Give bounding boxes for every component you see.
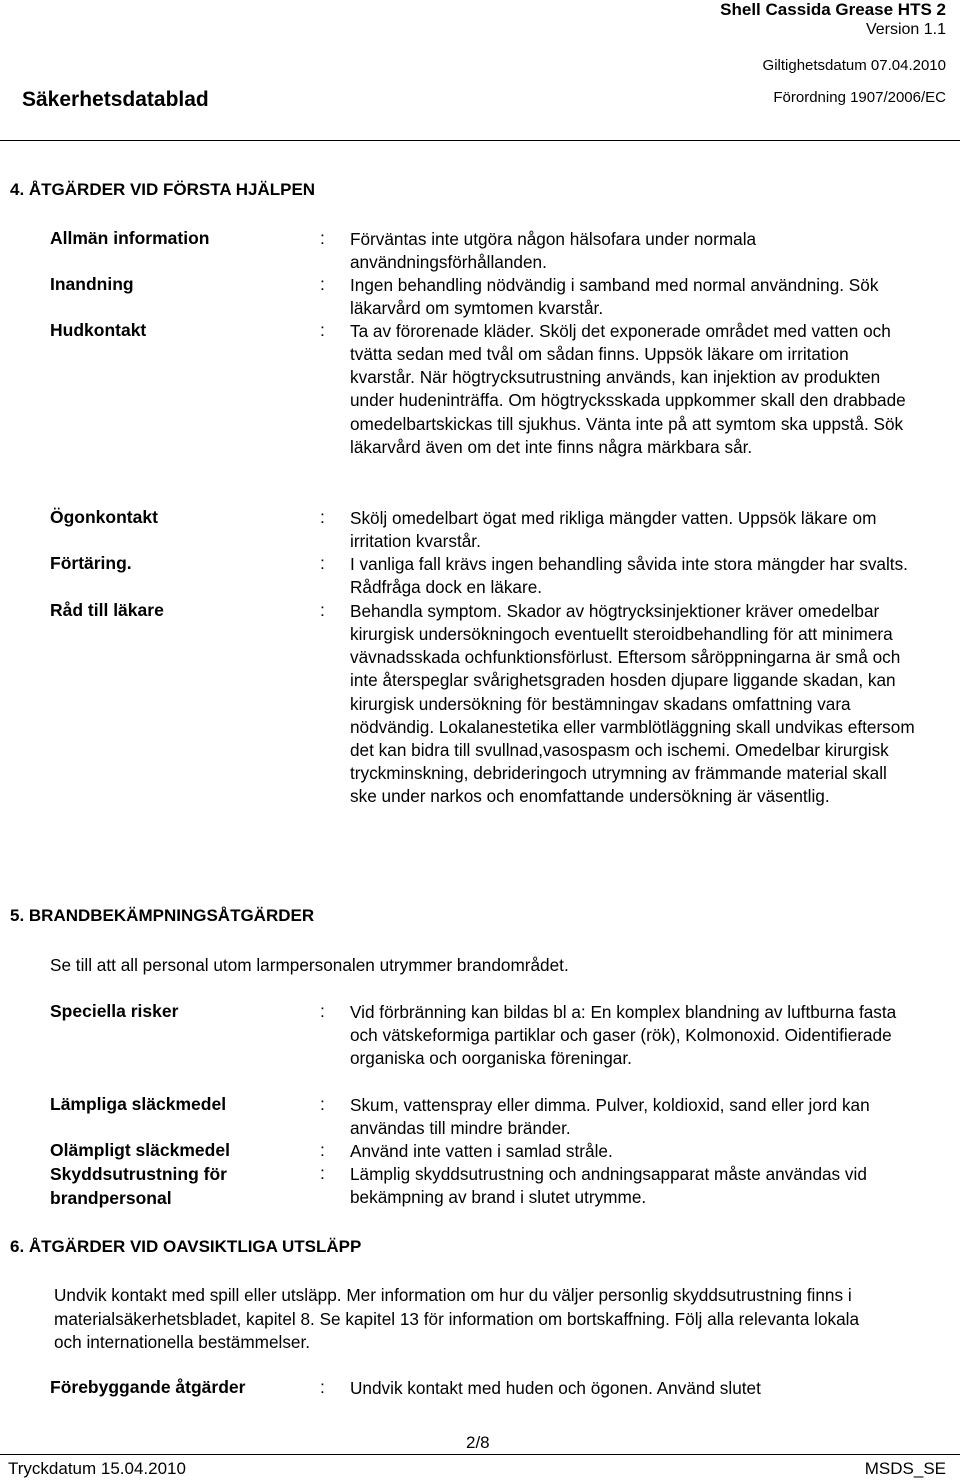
document-code: MSDS_SE [864, 1459, 946, 1478]
print-date: Tryckdatum 15.04.2010 [8, 1459, 186, 1478]
separator: : [320, 274, 325, 294]
label-firefighter-protection: Skyddsutrustning för brandpersonal [50, 1164, 227, 1208]
value-unsuitable-extinguishing: Använd inte vatten i samlad stråle. [350, 1141, 613, 1161]
document-title: Säkerhetsdatablad [22, 88, 209, 111]
separator: : [320, 320, 325, 340]
label-inhalation: Inandning [50, 274, 134, 294]
product-name: Shell Cassida Grease HTS 2 [720, 0, 946, 19]
separator: : [320, 1163, 325, 1183]
separator: : [320, 1001, 325, 1021]
section-5-intro: Se till att all personal utom larmpersonalen utrymmer brandområdet. [50, 955, 569, 975]
section-5-title: 5. BRANDBEKÄMPNINGSÅTGÄRDER [10, 906, 315, 925]
value-skin-contact: Ta av förorenade kläder. Skölj det exponerade området med vatten och tvätta sedan med tvål om sådan finns. Uppsök läkare om irritation kvarstår. När högtrycksutrustning används, kan injektion av produkten under hudeninträffa. Om högtrycksskada uppkommer skall den drabbade omedelbartskickas till sjukhus. Vänta inte på att symtom ska uppstå. Sök läkarvård även om det inte finns några märkbara sår. [350, 321, 906, 457]
separator: : [320, 1377, 325, 1397]
label-skin-contact: Hudkontakt [50, 320, 147, 340]
page-number: 2/8 [466, 1433, 490, 1452]
separator: : [320, 1094, 325, 1114]
section-4-title: 4. ÅTGÄRDER VID FÖRSTA HJÄLPEN [10, 180, 316, 199]
value-advice-to-doctor: Behandla symptom. Skador av högtrycksinjektioner kräver omedelbar kirurgisk undersökningoch eventuellt steroidbehandling för att minimera vävnadsskada ochfunktionsförlust. Eftersom såröppningarna är små och inte återspeglar svårighetsgraden hosden djupare liggande skadan, kan kirurgisk undersökning för bestämningav skadans omfattning vara nödvändig. Lokalanestetika eller varmblötläggning skall undvikas eftersom det kan bidra till svullnad,vasospasm och ischemi. Omedelbar kirurgisk tryckminskning, debrideringoch utrymning av främmande material skall ske under narkos och enomfattande undersökning är väsentlig. [350, 601, 915, 807]
label-eye-contact: Ögonkontakt [50, 507, 158, 527]
value-general-info: Förväntas inte utgöra någon hälsofara under normala användningsförhållanden. [350, 229, 757, 273]
separator: : [320, 228, 325, 248]
validity-date: Giltighetsdatum 07.04.2010 [762, 57, 946, 74]
header-divider [0, 140, 960, 141]
version: Version 1.1 [865, 21, 946, 38]
label-advice-to-doctor: Råd till läkare [50, 600, 164, 620]
separator: : [320, 600, 325, 620]
label-special-risks: Speciella risker [50, 1001, 179, 1021]
label-suitable-extinguishing: Lämpliga släckmedel [50, 1094, 227, 1114]
value-suitable-extinguishing: Skum, vattenspray eller dimma. Pulver, koldioxid, sand eller jord kan användas till mindre bränder. [350, 1095, 870, 1139]
value-eye-contact: Skölj omedelbart ögat med rikliga mängder vatten. Uppsök läkare om irritation kvarstår. [350, 508, 877, 552]
separator: : [320, 507, 325, 527]
value-inhalation: Ingen behandling nödvändig i samband med normal användning. Sök läkarvård om symtomen kvarstår. [350, 275, 879, 319]
section-6-intro: Undvik kontakt med spill eller utsläpp. Mer information om hur du väljer personlig skyddsutrustning finns i materialsäkerhetsbladet, kapitel 8. Se kapitel 13 för information om bortskaffning. Följ alla relevanta lokala och internationella bestämmelser. [54, 1285, 860, 1352]
separator: : [320, 1140, 325, 1160]
label-preventive-measures: Förebyggande åtgärder [50, 1377, 246, 1397]
value-special-risks: Vid förbränning kan bildas bl a: En komplex blandning av luftburna fasta och vätskeformiga partiklar och gaser (rök), Kolmonoxid. Oidentifierade organiska och oorganiska föreningar. [350, 1002, 897, 1069]
value-ingestion: I vanliga fall krävs ingen behandling såvida inte stora mängder har svalts. Rådfråga dock en läkare. [350, 554, 908, 598]
footer-divider [0, 1454, 960, 1455]
separator: : [320, 553, 325, 573]
section-6-title: 6. ÅTGÄRDER VID OAVSIKTLIGA UTSLÄPP [10, 1237, 362, 1256]
label-general-info: Allmän information [50, 228, 210, 248]
value-firefighter-protection: Lämplig skyddsutrustning och andningsapparat måste användas vid bekämpning av brand i slutet utrymme. [350, 1164, 867, 1208]
regulation: Förordning 1907/2006/EC [773, 89, 946, 106]
label-unsuitable-extinguishing: Olämpligt släckmedel [50, 1140, 230, 1160]
value-preventive-measures: Undvik kontakt med huden och ögonen. Använd slutet [350, 1378, 761, 1398]
label-ingestion: Förtäring. [50, 553, 132, 573]
